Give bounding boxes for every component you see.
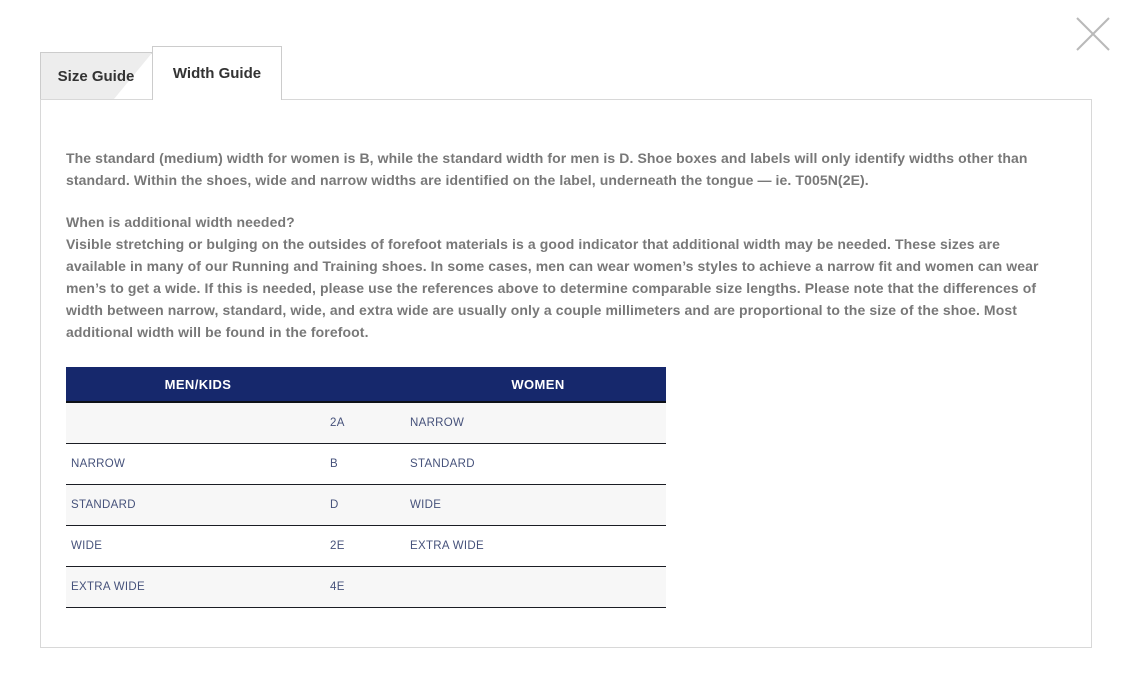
intro-paragraph: The standard (medium) width for women is B, while the standard width for men is D. Shoe boxes and labels will only identify widths other than standard. Within the shoes, wide and narrow widths are identified on the label, underneath the tongue — ie. T005N(2E). bbox=[66, 150, 1028, 188]
cell-men-kids-label: NARROW bbox=[66, 443, 330, 484]
cell-men-kids-label: WIDE bbox=[66, 525, 330, 566]
question-body: Visible stretching or bulging on the outsides of forefoot materials is a good indicator that additional width may be needed. These sizes are available in many of our Running and Training shoes. In some cases, men can wear women’s styles to achieve a narrow fit and women can wear men’s to get a wide. If this is needed, please use the references above to determine comparable size lengths. Please note that the differences of width between narrow, standard, wide, and extra wide are usually only a couple millimeters and are proportional to the size of the shoe. Most additional width will be found in the forefoot. bbox=[66, 236, 1039, 340]
cell-women-label: NARROW bbox=[410, 402, 666, 443]
table-row bbox=[66, 566, 666, 607]
tab-size-guide[interactable] bbox=[40, 52, 152, 99]
guide-dialog bbox=[40, 45, 1092, 648]
cell-width-code: 2A bbox=[330, 402, 410, 443]
cell-women-label: WIDE bbox=[410, 484, 666, 525]
width-guide-panel bbox=[40, 99, 1092, 648]
cell-men-kids-label: STANDARD bbox=[66, 484, 330, 525]
table-row bbox=[66, 525, 666, 566]
table-row bbox=[66, 484, 666, 525]
tab-size-guide-label: Size Guide bbox=[57, 67, 135, 85]
cell-width-code: 2E bbox=[330, 525, 410, 566]
table-header-row bbox=[66, 367, 666, 402]
width-comparison-table bbox=[66, 367, 666, 608]
table-row bbox=[66, 443, 666, 484]
cell-width-code: B bbox=[330, 443, 410, 484]
header-men-kids: MEN/KIDS bbox=[66, 367, 330, 402]
cell-men-kids-label: EXTRA WIDE bbox=[66, 566, 330, 607]
cell-width-code: 4E bbox=[330, 566, 410, 607]
table-row bbox=[66, 402, 666, 443]
header-women: WOMEN bbox=[410, 367, 666, 402]
cell-women-label: EXTRA WIDE bbox=[410, 525, 666, 566]
header-spacer bbox=[330, 367, 410, 402]
question-heading: When is additional width needed? bbox=[66, 214, 295, 230]
tab-width-guide-label: Width Guide bbox=[172, 65, 262, 82]
cell-width-code: D bbox=[330, 484, 410, 525]
cell-women-label bbox=[410, 566, 666, 607]
cell-women-label: STANDARD bbox=[410, 443, 666, 484]
tab-bar bbox=[40, 45, 1092, 99]
tab-width-guide[interactable] bbox=[152, 46, 282, 100]
cell-men-kids-label bbox=[66, 402, 330, 443]
